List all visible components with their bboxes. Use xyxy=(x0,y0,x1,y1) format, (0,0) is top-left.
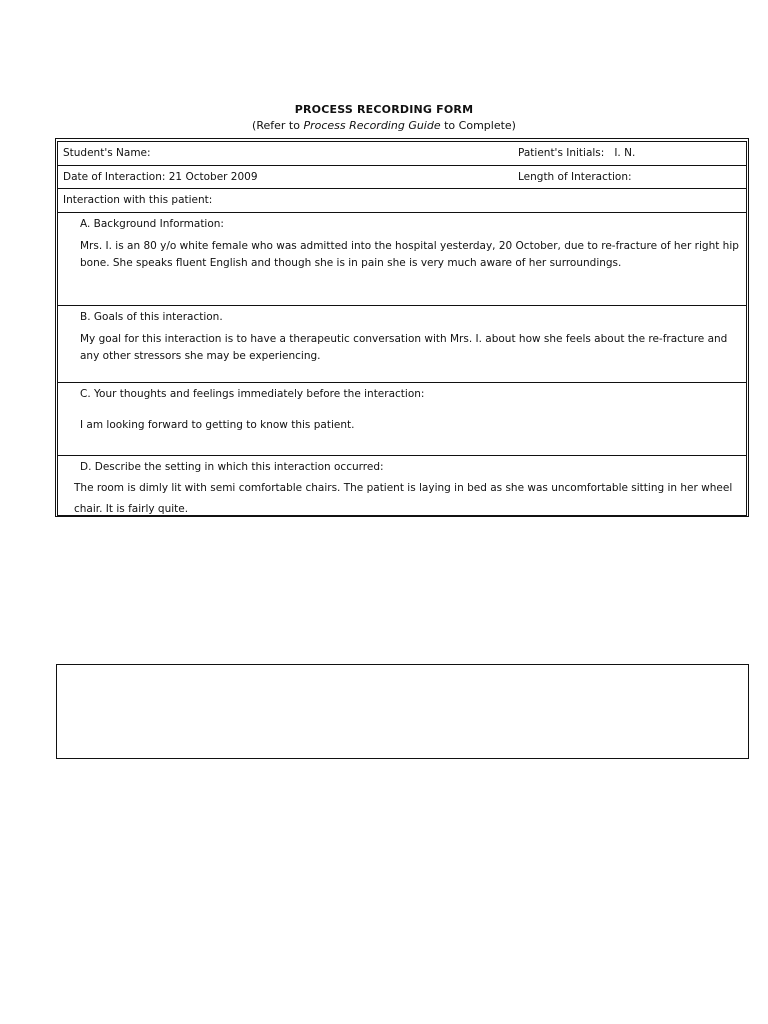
form-title: PROCESS RECORDING FORM xyxy=(294,103,474,116)
date-label: Date of Interaction: xyxy=(63,171,166,183)
section-goals xyxy=(58,306,746,383)
section-b-heading: B. Goals of this interaction. xyxy=(80,311,223,323)
patient-initials-value: I. N. xyxy=(614,147,636,159)
section-background xyxy=(58,213,746,306)
patient-initials-label: Patient's Initials: xyxy=(518,147,605,159)
section-c-heading: C. Your thoughts and feelings immediately before the interaction: xyxy=(80,388,425,400)
empty-text-box xyxy=(56,664,749,759)
row-date-length xyxy=(58,166,746,189)
patient-initials xyxy=(518,147,635,159)
section-c-body: I am looking forward to getting to know this patient. xyxy=(80,419,355,431)
section-setting xyxy=(58,456,746,517)
section-thoughts xyxy=(58,383,746,456)
subtitle-suffix: to Complete) xyxy=(440,119,516,132)
section-a-heading: A. Background Information: xyxy=(80,218,224,230)
length-of-interaction-label: Length of Interaction: xyxy=(518,171,632,183)
section-d-body: The room is dimly lit with semi comfortable chairs. The patient is laying in bed as she was uncomfortable sitting in her wheel chair. It is fairly quite. xyxy=(74,482,733,515)
section-a-body: Mrs. I. is an 80 y/o white female who was admitted into the hospital yesterday, 20 October, due to re-fracture of her right hip bone. She speaks fluent English and though she is in pain she is very much aware of her surroundings. xyxy=(80,240,739,269)
section-b-body: My goal for this interaction is to have a therapeutic conversation with Mrs. I. about how she feels about the re-fracture and any other stressors she may be experiencing. xyxy=(80,333,728,362)
subtitle-guide-name: Process Recording Guide xyxy=(303,119,441,132)
date-value: 21 October 2009 xyxy=(168,171,258,183)
date-of-interaction xyxy=(63,171,258,183)
form-subtitle xyxy=(0,119,768,132)
process-recording-form xyxy=(57,141,747,516)
subtitle-prefix: (Refer to xyxy=(252,119,304,132)
row-names xyxy=(58,142,746,166)
interaction-label: Interaction with this patient: xyxy=(63,194,213,206)
row-interaction-header xyxy=(58,189,746,213)
section-d-heading: D. Describe the setting in which this interaction occurred: xyxy=(80,461,384,473)
student-name-label: Student's Name: xyxy=(63,147,151,159)
